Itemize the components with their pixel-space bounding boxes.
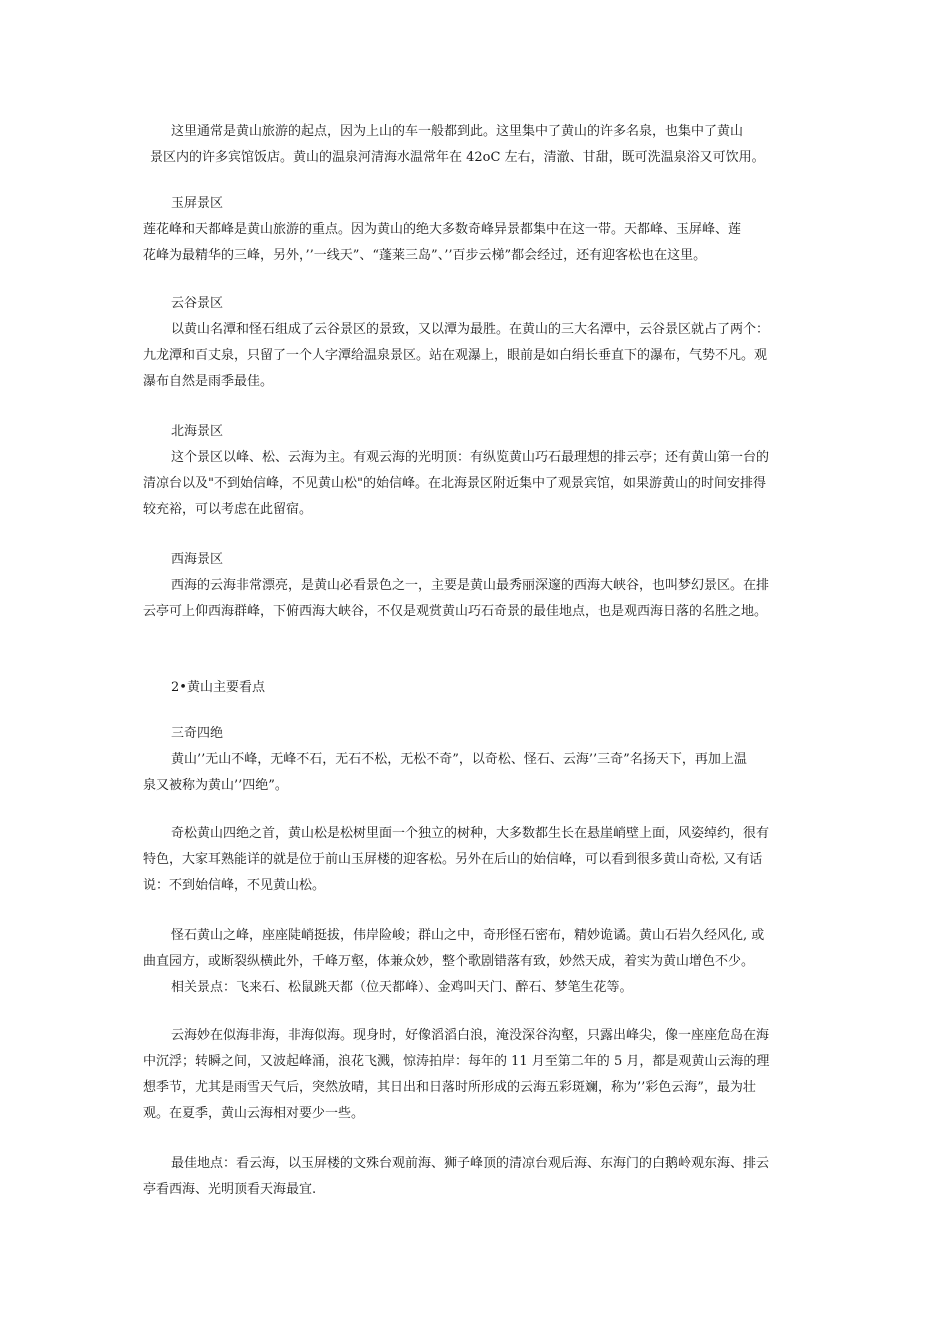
paragraph-line: 瀑布自然是雨季最佳。	[143, 374, 274, 389]
paragraph-line: 云海妙在似海非海，非海似海。现身时，好像滔滔白浪，淹没深谷沟壑，只露出峰尖，像一座座危岛在海	[171, 1028, 770, 1043]
paragraph-line: 曲直园方，或断裂纵横此外，千峰万壑，体兼众妙，整个歌剧错落有致，妙然天成，着实为黄山增色不少。	[143, 954, 755, 969]
paragraph-line: 花峰为最精华的三峰，另外，’’一线天”、“蓬莱三岛”、’’百步云梯”都会经过，还有迎客松也在这里。	[143, 248, 707, 263]
paragraph-line: 云亭可上仰西海群峰，下俯西海大峡谷，不仅是观赏黄山巧石奇景的最佳地点，也是观西海日落的名胜之地。	[143, 604, 768, 619]
paragraph-line: 怪石黄山之峰，座座陡峭挺拔，伟岸险峻；群山之中，奇形怪石密布，精妙诡谲。黄山石岩久经风化, 或	[171, 928, 765, 943]
paragraph-line: 相关景点：飞来石、松鼠跳天都（位天都峰）、金鸡叫天门、醉石、梦笔生花等。	[171, 980, 633, 995]
paragraph-line: 这个景区以峰、松、云海为主。有观云海的光明顶：有纵览黄山巧石最理想的排云亭；还有黄山第一台的	[171, 450, 770, 465]
paragraph-line: 观。在夏季，黄山云海相对要少一些。	[143, 1106, 365, 1121]
paragraph-line: 最佳地点：看云海，以玉屏楼的文殊台观前海、狮子峰顶的清凉台观后海、东海门的白鹅岭观东海、排云	[171, 1156, 770, 1171]
paragraph-line: 亭看西海、光明顶看天海最宜.	[143, 1182, 317, 1197]
paragraph-line: 清凉台以及"不到始信峰，不见黄山松"的始信峰。在北海景区附近集中了观景宾馆，如果游黄山的时间安排得	[143, 476, 766, 491]
paragraph-line: 西海的云海非常漂亮，是黄山必看景色之一，主要是黄山最秀丽深邃的西海大峡谷，也叫梦幻景区。在排	[171, 578, 770, 593]
paragraph-line: 想季节，尤其是雨雪天气后，突然放晴，其日出和日落时所形成的云海五彩斑斓，称为’’彩色云海”，最为壮	[143, 1080, 756, 1095]
paragraph-line: 较充裕，可以考虑在此留宿。	[143, 502, 313, 517]
paragraph-line: 黄山’’无山不峰，无峰不石，无石不松，无松不奇”，以奇松、怪石、云海’’三奇”名扬天下，再加上温	[171, 752, 747, 767]
section-heading: 西海景区	[171, 552, 224, 567]
intro-line: 景区内的许多宾馆饭店。黄山的温泉河清海水温常年在 42oC 左右，清澈、甘甜，既可洗温泉浴又可饮用。	[150, 150, 765, 165]
paragraph-line: 特色，大家耳熟能详的就是位于前山玉屏楼的迎客松。另外在后山的始信峰，可以看到很多黄山奇松, 又有话	[143, 852, 763, 867]
section-2-title: 2•黄山主要看点	[171, 680, 265, 695]
paragraph-line: 说：不到始信峰，不见黄山松。	[143, 878, 326, 893]
paragraph-line: 泉又被称为黄山’’四绝”。	[143, 778, 288, 793]
paragraph-line: 莲花峰和天都峰是黄山旅游的重点。因为黄山的绝大多数奇峰异景都集中在这一带。天都峰、玉屏峰、莲	[143, 222, 742, 237]
section-heading: 三奇四绝	[171, 726, 224, 741]
paragraph-line: 九龙潭和百丈泉，只留了一个人字潭给温泉景区。站在观瀑上，眼前是如白绢长垂直下的瀑布，气势不凡。观	[143, 348, 768, 363]
section-heading: 北海景区	[171, 424, 224, 439]
section-heading: 云谷景区	[171, 296, 224, 311]
section-heading: 玉屏景区	[171, 196, 224, 211]
intro-line: 这里通常是黄山旅游的起点，因为上山的车一般都到此。这里集中了黄山的许多名泉，也集中了黄山	[171, 124, 744, 139]
paragraph-line: 以黄山名潭和怪石组成了云谷景区的景致，又以潭为最胜。在黄山的三大名潭中，云谷景区就占了两个：	[171, 322, 770, 337]
paragraph-line: 奇松黄山四绝之首，黄山松是松树里面一个独立的树种，大多数都生长在悬崖峭壁上面，风姿绰约，很有	[171, 826, 770, 841]
paragraph-line: 中沉浮；转瞬之间，又波起峰涌，浪花飞溅，惊涛拍岸：每年的 11 月至第二年的 5 月，都是观黄山云海的理	[143, 1054, 770, 1069]
